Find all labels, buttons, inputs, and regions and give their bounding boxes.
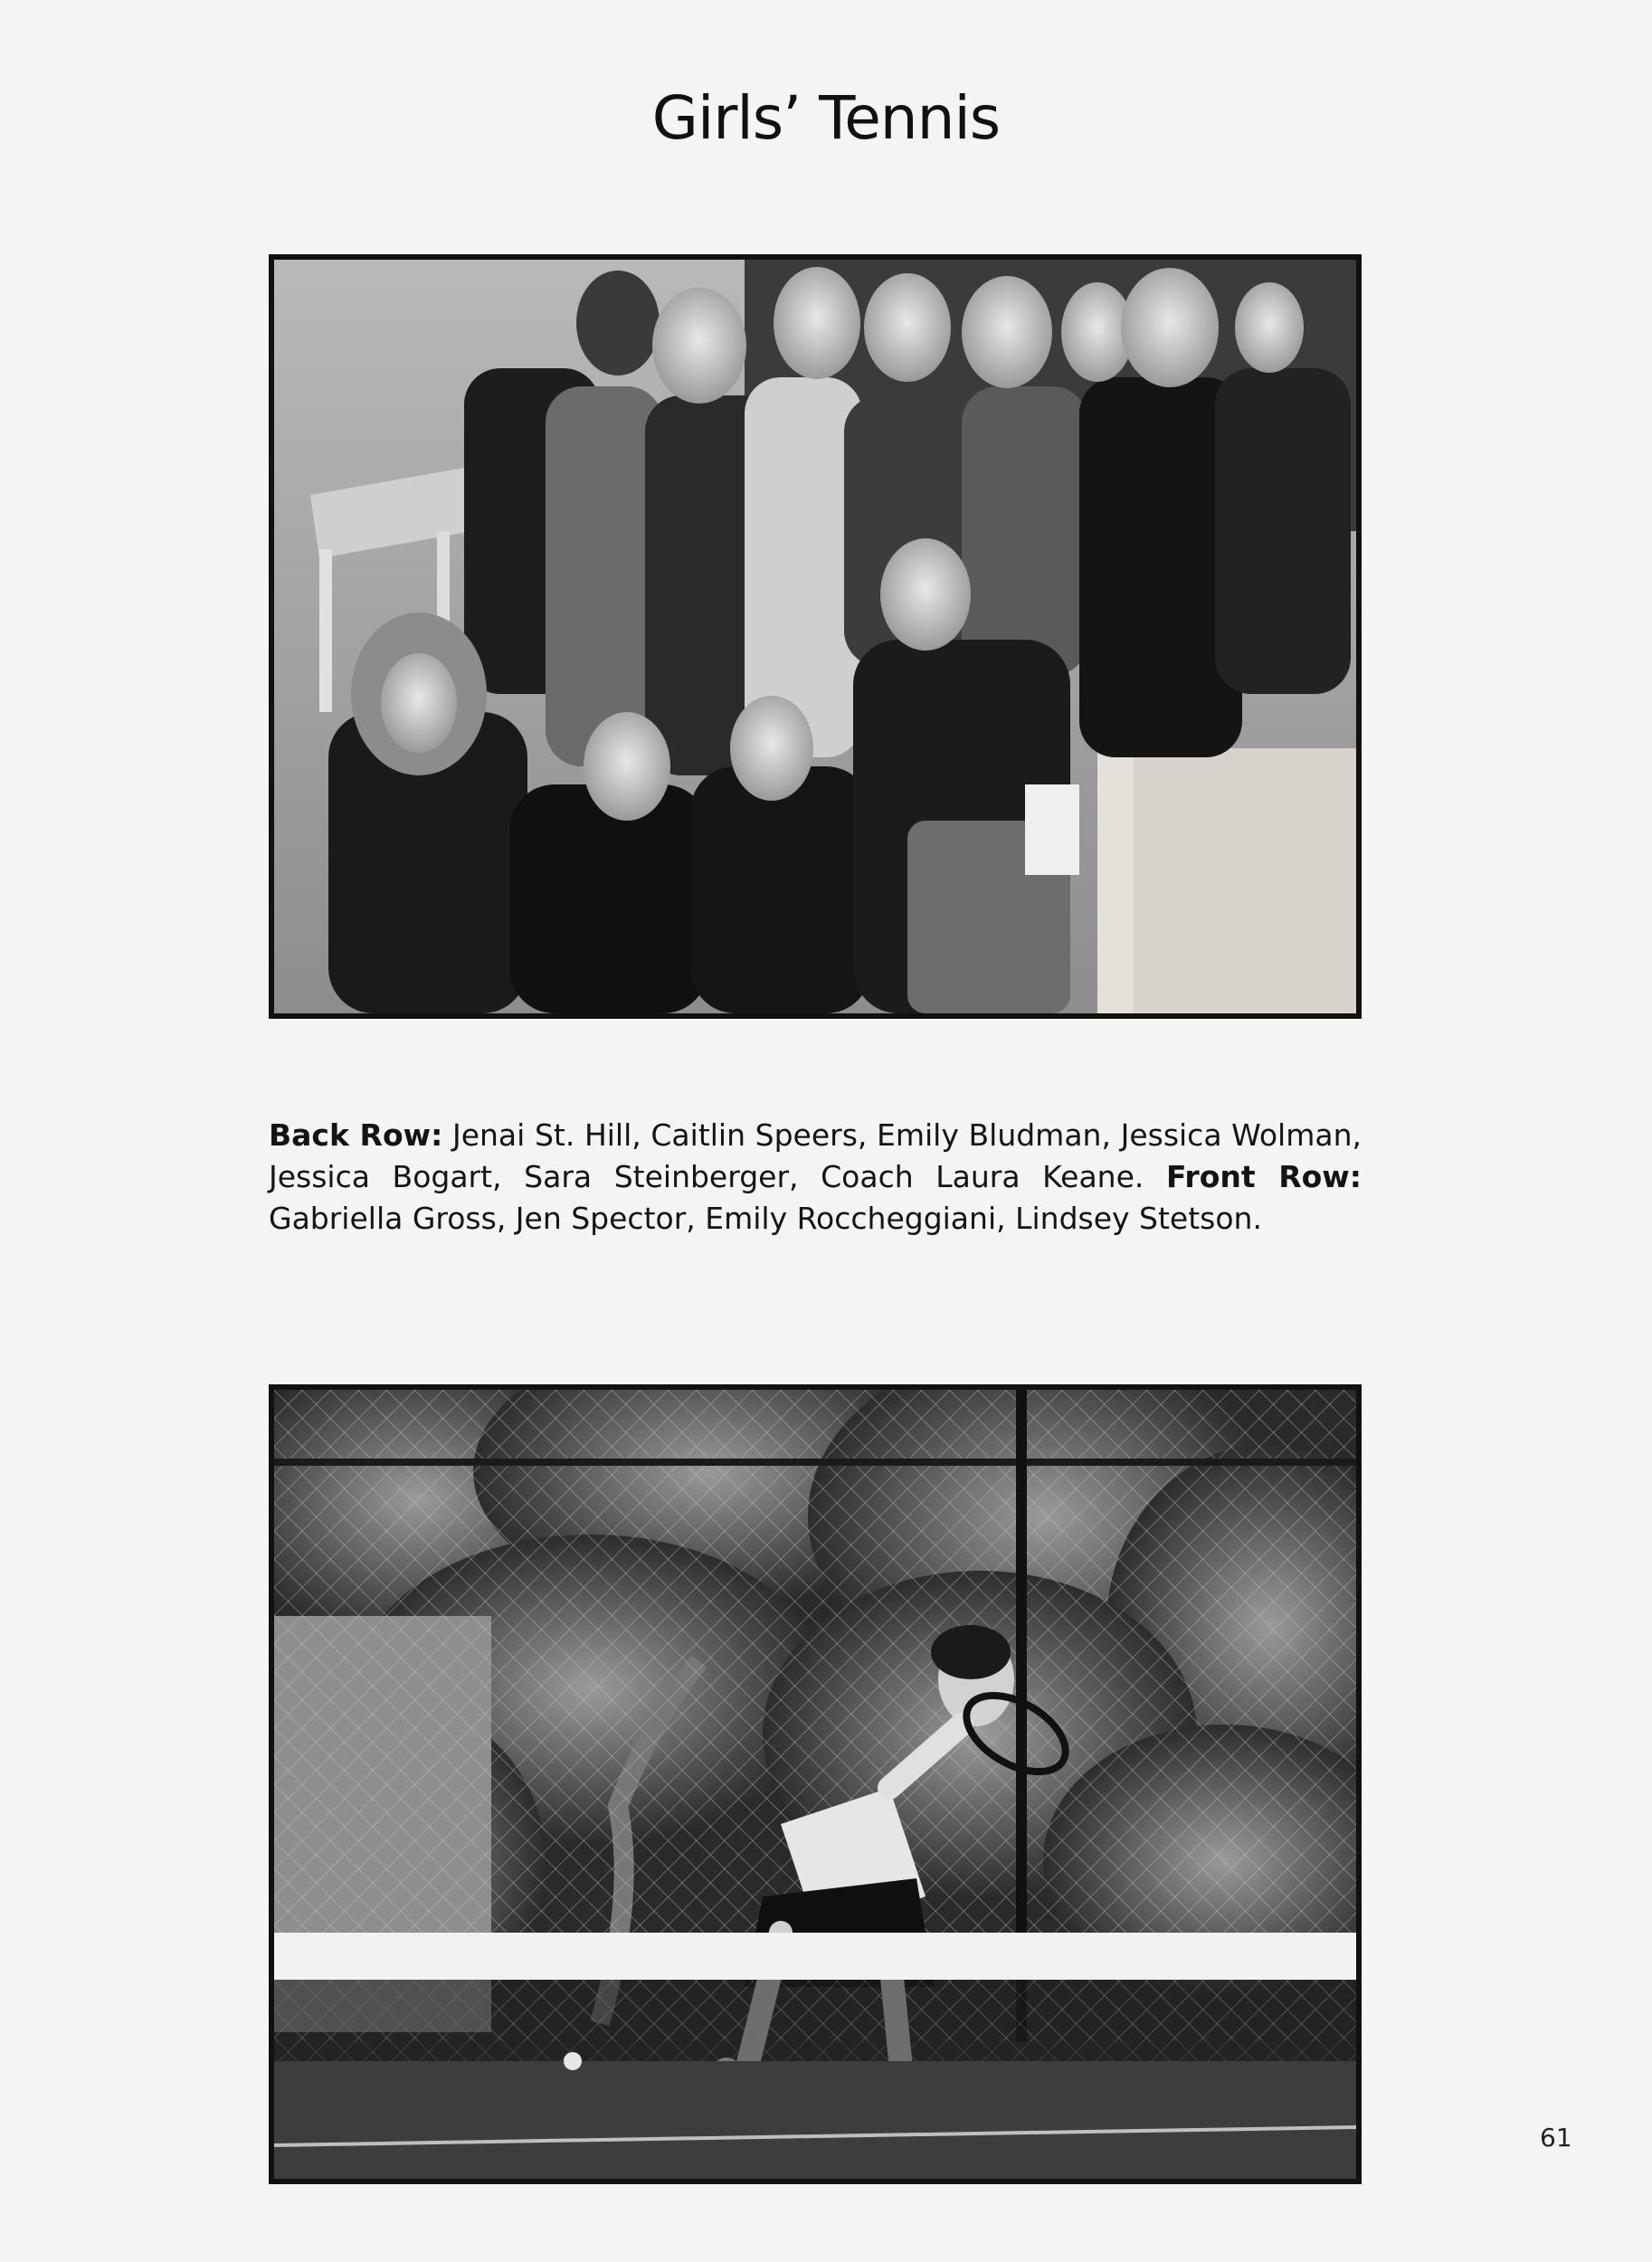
action-photo-image <box>274 1390 1356 2179</box>
team-photo <box>269 254 1362 1019</box>
back-row-names: Jenai St. Hill, Caitlin Speers, Emily Bludman, Jessica Wolman, Jessica Bogart, Sara Steinberger, Coach Laura Keane. <box>269 1117 1362 1194</box>
team-photo-image <box>274 260 1356 1013</box>
front-row-label: Front Row: <box>1165 1159 1362 1194</box>
action-photo <box>269 1384 1362 2184</box>
front-row-names: Gabriella Gross, Jen Spector, Emily Roccheggiani, Lindsey Stetson. <box>269 1201 1262 1236</box>
back-row-label: Back Row: <box>269 1117 443 1153</box>
page-title: Girls’ Tennis <box>651 83 1001 153</box>
team-photo-caption <box>269 1115 1362 1240</box>
page-number: 61 <box>1540 2123 1572 2153</box>
